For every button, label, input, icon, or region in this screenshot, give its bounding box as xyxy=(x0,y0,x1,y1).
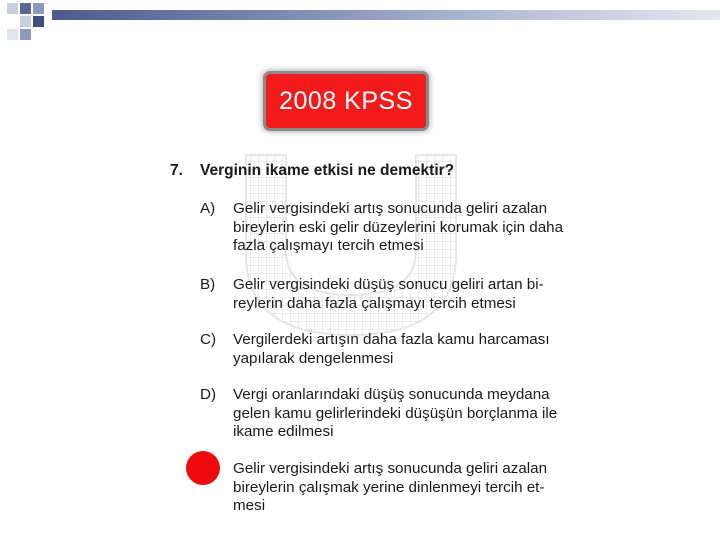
option-text-line: Gelir vergisindeki artış sonucunda geliri azalan xyxy=(233,200,548,217)
option-text-line: Vergilerdeki artışın daha fazla kamu harcaması xyxy=(233,331,550,348)
header-accent-bar xyxy=(52,10,720,20)
option-letter: A) xyxy=(200,200,216,217)
correct-answer-marker xyxy=(186,451,220,485)
decoration-square xyxy=(33,3,44,14)
option-text-line: yapılarak dengelenmesi xyxy=(233,349,394,367)
option-text-line: ikame edilmesi xyxy=(233,423,334,440)
question-text: Verginin ikame etkisi ne demektir? xyxy=(200,162,455,179)
option-text-line: reylerin daha fazla çalışmayı tercih etmesi xyxy=(233,294,516,312)
decoration-square xyxy=(20,16,31,27)
decoration-square xyxy=(33,16,44,27)
option-text-line: fazla çalışmayı tercih etmesi xyxy=(233,237,424,254)
decoration-square xyxy=(7,3,18,14)
title-badge: 2008 KPSS xyxy=(266,74,426,128)
header-decoration xyxy=(0,0,720,50)
option-letter: B) xyxy=(200,276,216,293)
option-text-line: Gelir vergisindeki düşüş sonucu geliri artan bi- xyxy=(233,276,544,293)
decoration-square xyxy=(7,29,18,40)
option-text-line: mesi xyxy=(233,497,266,514)
question-number: 7. xyxy=(170,162,183,179)
decoration-square xyxy=(20,29,31,40)
option-letter: D) xyxy=(200,386,217,403)
option-text-line: Gelir vergisindeki artış sonucunda geliri azalan xyxy=(233,460,548,477)
option-text-line: bireylerin eski gelir düzeylerini korumak için daha xyxy=(233,218,564,236)
option-text-line: gelen kamu gelirlerindeki düşüşün borçlanma ile xyxy=(233,404,558,422)
option-text-line: Vergi oranlarındaki düşüş sonucunda meydana xyxy=(233,386,550,403)
decoration-square xyxy=(20,3,31,14)
option-letter: C) xyxy=(200,331,217,348)
option-text-line: bireylerin çalışmak yerine dinlenmeyi tercih et- xyxy=(233,478,545,496)
